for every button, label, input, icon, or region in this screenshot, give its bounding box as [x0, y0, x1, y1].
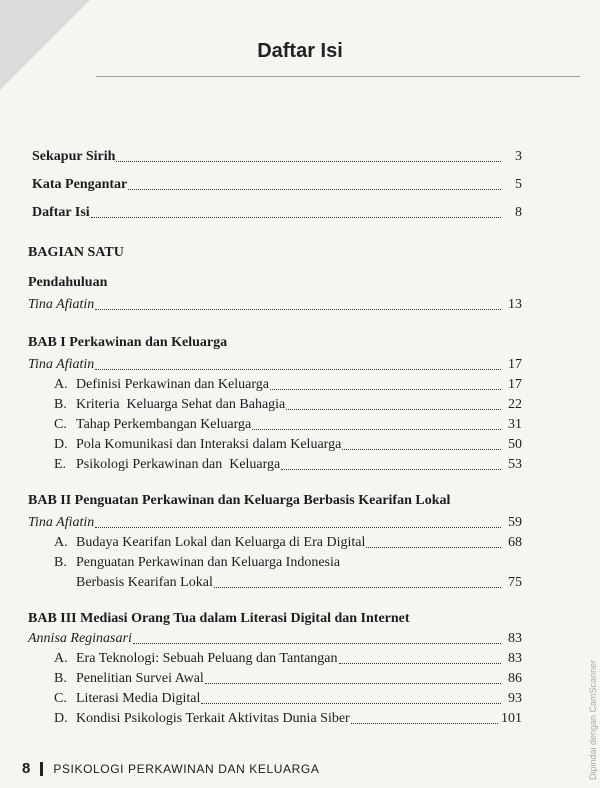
- toc-entry-section[interactable]: [54, 690, 522, 708]
- section-title: Penguatan Perkawinan dan Keluarga Indonesia: [76, 555, 341, 570]
- chapter-2-heading: BAB II Penguatan Perkawinan dan Keluarga Berbasis Kearifan Lokal: [28, 493, 451, 508]
- section-title: Psikologi Perkawinan dan Keluarga: [76, 457, 281, 472]
- toc-entry-label: [54, 690, 200, 708]
- section-letter: E.: [54, 457, 67, 472]
- toc-entry-section[interactable]: [54, 416, 522, 434]
- section-letter: C.: [54, 691, 67, 706]
- toc-entry-page: 31: [508, 417, 522, 432]
- author-label: Tina Afiatin: [28, 357, 95, 372]
- section-letter: B.: [54, 671, 67, 686]
- section-title: Kondisi Psikologis Terkait Aktivitas Dunia Siber: [76, 711, 350, 726]
- leader-dots: [366, 547, 501, 548]
- toc-entry-page: 83: [508, 631, 522, 646]
- leader-dots: [91, 217, 501, 218]
- author-label: Tina Afiatin: [28, 297, 95, 312]
- section-title: Pola Komunikasi dan Interaksi dalam Keluarga: [76, 437, 342, 452]
- leader-dots: [128, 189, 501, 190]
- leader-dots: [214, 587, 501, 588]
- toc-entry-page: 13: [508, 297, 522, 312]
- toc-entry-chapter-1-author[interactable]: [28, 356, 522, 374]
- toc-entry-section[interactable]: [54, 710, 522, 728]
- author-label: Tina Afiatin: [28, 515, 95, 530]
- toc-entry-section[interactable]: [54, 456, 522, 474]
- toc-entry-section[interactable]: [54, 376, 522, 394]
- toc-entry-section-line1[interactable]: [54, 554, 340, 572]
- section-title: Penelitian Survei Awal: [76, 671, 204, 686]
- introduction-heading: Pendahuluan: [28, 275, 108, 290]
- section-letter: B.: [54, 555, 67, 570]
- toc-entry-page: 59: [508, 515, 522, 530]
- footer-running-title: PSIKOLOGI PERKAWINAN DAN KELUARGA: [53, 761, 320, 776]
- toc-entry-daftar-isi[interactable]: [32, 204, 522, 222]
- toc-entry-section[interactable]: [54, 436, 522, 454]
- section-title-continued: Berbasis Kearifan Lokal: [76, 575, 213, 590]
- leader-dots: [339, 663, 501, 664]
- section-title: Literasi Media Digital: [76, 691, 201, 706]
- toc-entry-page: 83: [508, 651, 522, 666]
- leader-dots: [95, 309, 501, 310]
- section-title: Era Teknologi: Sebuah Peluang dan Tantangan: [76, 651, 338, 666]
- toc-entry-chapter-3-author[interactable]: [28, 630, 522, 648]
- leader-dots: [286, 409, 501, 410]
- chapter-3-heading: BAB III Mediasi Orang Tua dalam Literasi Digital dan Internet: [28, 611, 410, 626]
- leader-dots: [116, 161, 501, 162]
- section-title: Kriteria Keluarga Sehat dan Bahagia: [76, 397, 286, 412]
- author-label: Annisa Reginasari: [28, 631, 132, 646]
- toc-entry-label: [54, 396, 285, 414]
- toc-entry-section[interactable]: [54, 650, 522, 668]
- toc-entry-label: [54, 534, 365, 552]
- leader-dots: [270, 389, 501, 390]
- scanner-watermark: Dipindai dengan CamScanner: [588, 659, 598, 780]
- leader-dots: [95, 369, 501, 370]
- section-letter: A.: [54, 651, 68, 666]
- toc-entry-page: 17: [508, 377, 522, 392]
- section-letter: A.: [54, 377, 68, 392]
- toc-entry-label: Daftar Isi: [32, 205, 90, 220]
- footer-divider: [40, 762, 43, 776]
- leader-dots: [133, 643, 501, 644]
- toc-entry-label: [54, 650, 338, 668]
- leader-dots: [205, 683, 501, 684]
- toc-entry-page: 86: [508, 671, 522, 686]
- toc-entry-page: 53: [508, 457, 522, 472]
- toc-entry-label: [54, 376, 269, 394]
- toc-entry-introduction-author[interactable]: [28, 296, 522, 314]
- leader-dots: [95, 527, 501, 528]
- leader-dots: [281, 469, 501, 470]
- toc-entry-label: Kata Pengantar: [32, 177, 128, 192]
- toc-entry-page: 75: [508, 575, 522, 590]
- footer-page-number: 8: [22, 760, 31, 777]
- page-footer: [22, 760, 319, 777]
- page-title: Daftar Isi: [257, 40, 343, 62]
- leader-dots: [201, 703, 501, 704]
- section-letter: A.: [54, 535, 68, 550]
- section-letter: D.: [54, 437, 68, 452]
- section-letter: B.: [54, 397, 67, 412]
- leader-dots: [252, 429, 501, 430]
- toc-entry-page: 68: [508, 535, 522, 550]
- toc-entry-chapter-2-author[interactable]: [28, 514, 522, 532]
- toc-entry-kata-pengantar[interactable]: [32, 176, 522, 194]
- toc-entry-section[interactable]: [54, 396, 522, 414]
- toc-entry-label: [54, 710, 350, 728]
- section-title: Budaya Kearifan Lokal dan Keluarga di Era Digital: [76, 535, 366, 550]
- toc-entry-page: 3: [515, 149, 522, 164]
- section-letter: C.: [54, 417, 67, 432]
- toc-entry-page: 101: [501, 711, 522, 726]
- toc-entry-section[interactable]: [54, 670, 522, 688]
- toc-entry-label: [54, 416, 251, 434]
- toc-entry-section-line2[interactable]: [76, 574, 522, 592]
- leader-dots: [351, 723, 498, 724]
- toc-entry-page: 22: [508, 397, 522, 412]
- toc-entry-section[interactable]: [54, 534, 522, 552]
- section-title: Definisi Perkawinan dan Keluarga: [76, 377, 269, 392]
- toc-entry-page: 50: [508, 437, 522, 452]
- part-heading: BAGIAN SATU: [28, 245, 124, 260]
- toc-entry-page: 93: [508, 691, 522, 706]
- leader-dots: [342, 449, 501, 450]
- toc-entry-label: [54, 670, 204, 688]
- toc-entry-page: 8: [515, 205, 522, 220]
- toc-entry-label: Sekapur Sirih: [32, 149, 116, 164]
- section-letter: D.: [54, 711, 68, 726]
- toc-entry-page: 17: [508, 357, 522, 372]
- section-title: Tahap Perkembangan Keluarga: [76, 417, 252, 432]
- toc-entry-label: [54, 456, 280, 474]
- toc-entry-page: 5: [515, 177, 522, 192]
- chapter-1-heading: BAB I Perkawinan dan Keluarga: [28, 335, 228, 350]
- toc-entry-label: [54, 436, 341, 454]
- toc-entry-sekapur-sirih[interactable]: [32, 148, 522, 166]
